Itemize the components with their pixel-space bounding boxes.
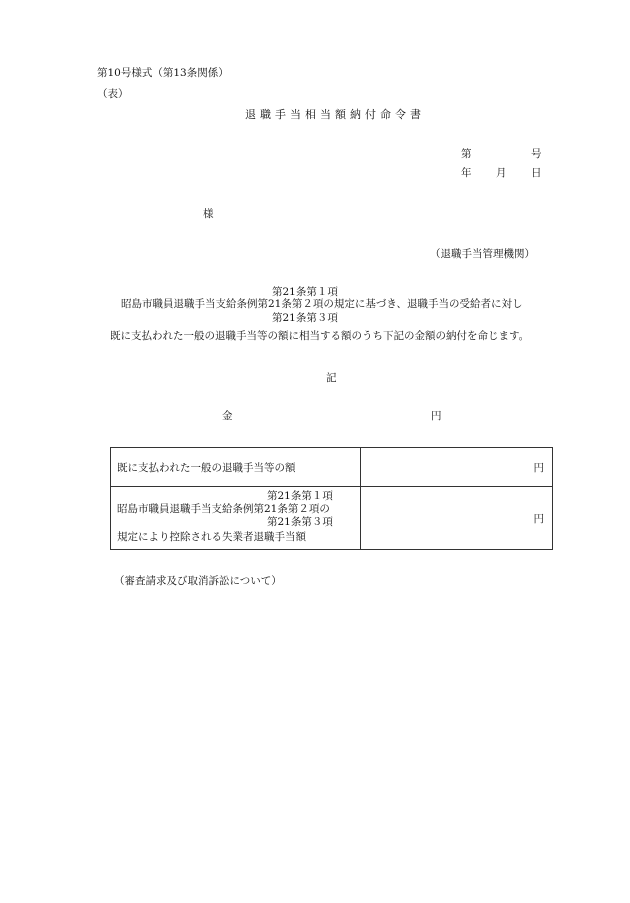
date-day: 日 — [531, 167, 542, 179]
body-alt-article-lower: 第21条第３項 — [272, 312, 338, 324]
body-line-1: 昭島市職員退職手当支給条例第21条第２項の規定に基づき、退職手当の受給者に対し — [121, 298, 523, 310]
footer-note: （審査請求及び取消訴訟について） — [114, 575, 282, 587]
form-number: 第10号様式（第13条関係） — [97, 67, 229, 79]
table-row1-label: 既に支払われた一般の退職手当等の額 — [111, 448, 361, 487]
table-row2-label-cell — [111, 487, 361, 550]
date-month: 月 — [496, 167, 507, 179]
amount-kin: 金 — [222, 410, 233, 422]
body-alt-article-upper: 第21条第１項 — [272, 286, 338, 298]
table-row2-unit: 円 — [361, 487, 553, 550]
table-row2-line2: 規定により控除される失業者退職手当額 — [117, 531, 306, 543]
table-row2-label — [117, 487, 360, 549]
table-row2-line1: 昭島市職員退職手当支給条例第21条第２項の — [117, 503, 330, 515]
amount-breakdown-table — [110, 447, 553, 550]
issuer-agency: （退職手当管理機関） — [430, 248, 535, 260]
table-row — [111, 487, 553, 550]
table-row2-alt-upper: 第21条第１項 — [267, 490, 333, 502]
form-side-label: （表） — [97, 88, 129, 100]
doc-number-go: 号 — [531, 148, 542, 160]
ki-heading: 記 — [326, 372, 337, 384]
date-year: 年 — [461, 167, 472, 179]
doc-number-dai: 第 — [461, 148, 472, 160]
amount-en: 円 — [431, 410, 442, 422]
table-row1-unit: 円 — [361, 448, 553, 487]
recipient-honorific: 様 — [203, 208, 214, 220]
document-title: 退職手当相当額納付命令書 — [245, 108, 425, 121]
table-row2-alt-lower: 第21条第３項 — [267, 516, 333, 528]
table-row — [111, 448, 553, 487]
body-line-2: 既に支払われた一般の退職手当等の額に相当する額のうち下記の金額の納付を命じます。 — [110, 330, 530, 342]
